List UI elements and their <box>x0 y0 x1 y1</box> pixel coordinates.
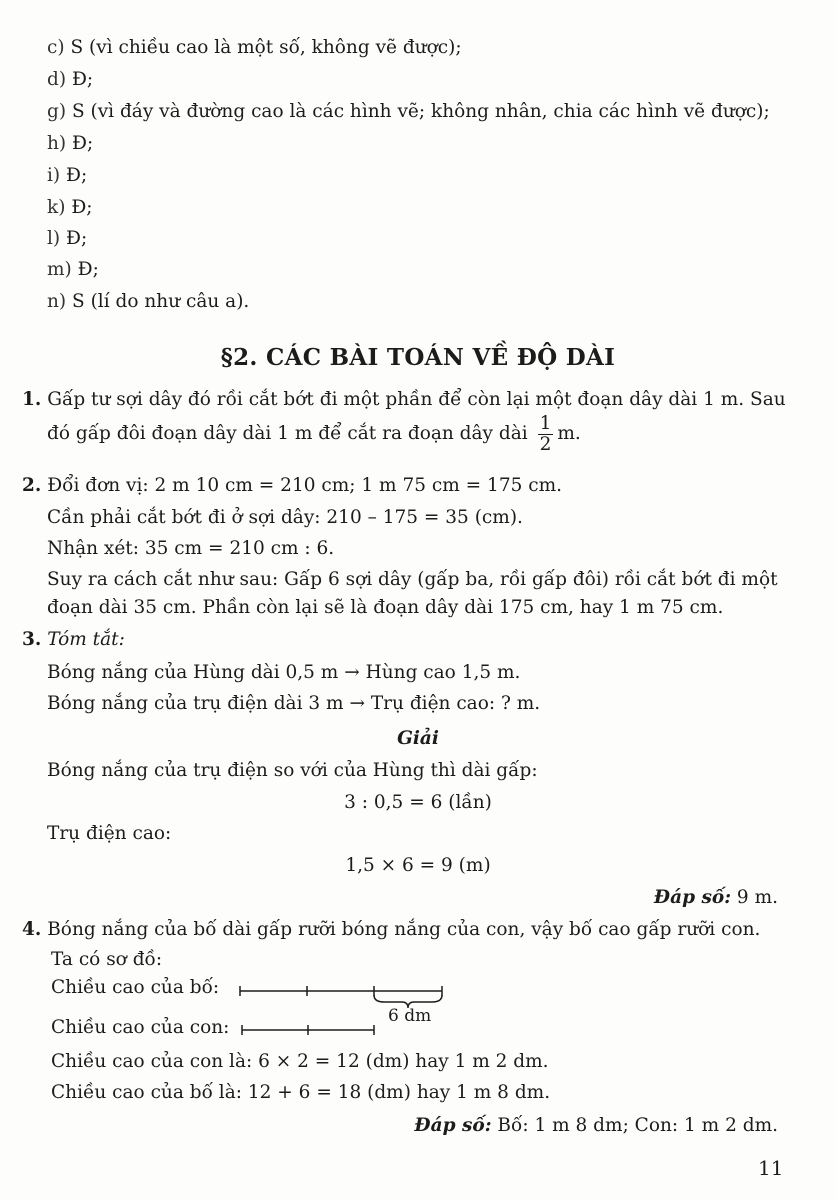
problem-text: Bóng nắng của bố dài gấp rưỡi bóng nắng của con, vậy bố cao gấp rưỡi con. <box>41 919 761 940</box>
problem-number: 1. <box>22 389 42 410</box>
solution-line-1: Bóng nắng của trụ điện so với của Hùng thì dài gấp: <box>47 760 538 781</box>
problem-1-line-2 <box>47 412 581 456</box>
problem-text: Gấp tư sợi dây đó rồi cắt bớt đi một phần để còn lại một đoạn dây dài 1 m. Sau <box>41 389 786 410</box>
answer-label: i) <box>47 165 61 186</box>
answer-text: S (vì chiều cao là một số, không vẽ được); <box>64 37 462 58</box>
problem-text: m. <box>557 423 581 444</box>
summary-line-2: Bóng nắng của trụ điện dài 3 m → Trụ điện cao: ? m. <box>47 693 541 714</box>
answer-value: Bố: 1 m 8 dm; Con: 1 m 2 dm. <box>491 1115 778 1136</box>
problem-1-line-1 <box>22 388 786 412</box>
answer-c <box>47 36 462 60</box>
problem-2-line-3: Nhận xét: 35 cm = 210 cm : 6. <box>47 538 335 559</box>
answer-label: n) <box>47 291 67 312</box>
summary-line-1: Bóng nắng của Hùng dài 0,5 m → Hùng cao 1,5 m. <box>47 662 521 683</box>
solution-line-2: Chiều cao của bố là: 12 + 6 = 18 (dm) hay 1 m 8 dm. <box>51 1082 551 1103</box>
answer-text: Đ; <box>66 69 94 90</box>
answer-label: g) <box>47 101 67 122</box>
answer-label: m) <box>47 259 72 280</box>
answer-label: Đáp số: <box>653 887 732 908</box>
solution-line-2: Trụ điện cao: <box>47 823 172 844</box>
answer-line <box>654 886 778 910</box>
father-height-label: Chiều cao của bố: <box>51 977 220 998</box>
answer-g <box>47 100 770 124</box>
answer-text: S (lí do như câu a). <box>66 291 250 312</box>
summary-label: Tóm tắt: <box>41 629 125 650</box>
problem-2-line-4: Suy ra cách cắt như sau: Gấp 6 sợi dây (gấp ba, rồi gấp đôi) rồi cắt bớt đi một <box>47 569 778 590</box>
section-title: §2. CÁC BÀI TOÁN VỀ ĐỘ DÀI <box>220 344 616 371</box>
brace-label: 6 dm <box>388 1006 432 1026</box>
answer-m <box>47 258 99 282</box>
solution-heading: Giải <box>397 728 439 749</box>
answer-label: Đáp số: <box>414 1115 492 1136</box>
problem-4-line-1 <box>22 918 760 942</box>
problem-number: 4. <box>22 919 42 940</box>
answer-text: Đ; <box>71 259 99 280</box>
page-number: 11 <box>758 1156 784 1180</box>
answer-text: Đ; <box>60 165 88 186</box>
answer-i <box>47 164 87 188</box>
answer-d <box>47 68 93 92</box>
answer-text: Đ; <box>66 133 94 154</box>
answer-text: Đ; <box>65 197 93 218</box>
answer-k <box>47 196 92 220</box>
solution-line-1: Chiều cao của con là: 6 × 2 = 12 (dm) hay 1 m 2 dm. <box>51 1051 549 1072</box>
problem-2-line-5: đoạn dài 35 cm. Phần còn lại sẽ là đoạn dây dài 175 cm, hay 1 m 75 cm. <box>47 597 724 618</box>
answer-value: 9 m. <box>731 887 778 908</box>
child-height-label: Chiều cao của con: <box>51 1017 230 1038</box>
problem-text: đó gấp đôi đoạn dây dài 1 m để cắt ra đoạn dây dài <box>47 423 528 444</box>
answer-h <box>47 132 93 156</box>
answer-label: d) <box>47 69 67 90</box>
answer-label: c) <box>47 37 65 58</box>
answer-text: Đ; <box>60 228 88 249</box>
problem-number: 3. <box>22 629 42 650</box>
answer-label: k) <box>47 197 66 218</box>
answer-label: l) <box>47 228 61 249</box>
problem-2-line-2: Cần phải cắt bớt đi ở sợi dây: 210 – 175 = 35 (cm). <box>47 507 523 528</box>
answer-l <box>47 227 87 251</box>
fraction-numerator: 1 <box>539 412 552 434</box>
problem-text: Đổi đơn vị: 2 m 10 cm = 210 cm; 1 m 75 cm = 175 cm. <box>41 475 563 496</box>
problem-3-line-1 <box>22 628 125 652</box>
problem-2-line-1 <box>22 474 562 498</box>
answer-label: h) <box>47 133 67 154</box>
answer-text: S (vì đáy và đường cao là các hình vẽ; không nhân, chia các hình vẽ được); <box>66 101 770 122</box>
answer-line <box>414 1114 778 1138</box>
equation-2: 1,5 × 6 = 9 (m) <box>345 855 491 876</box>
fraction-denominator: 2 <box>539 433 552 455</box>
answer-n <box>47 290 249 314</box>
equation-1: 3 : 0,5 = 6 (lần) <box>344 792 492 813</box>
fraction <box>538 414 554 455</box>
diagram-intro: Ta có sơ đồ: <box>51 949 163 970</box>
problem-number: 2. <box>22 475 42 496</box>
